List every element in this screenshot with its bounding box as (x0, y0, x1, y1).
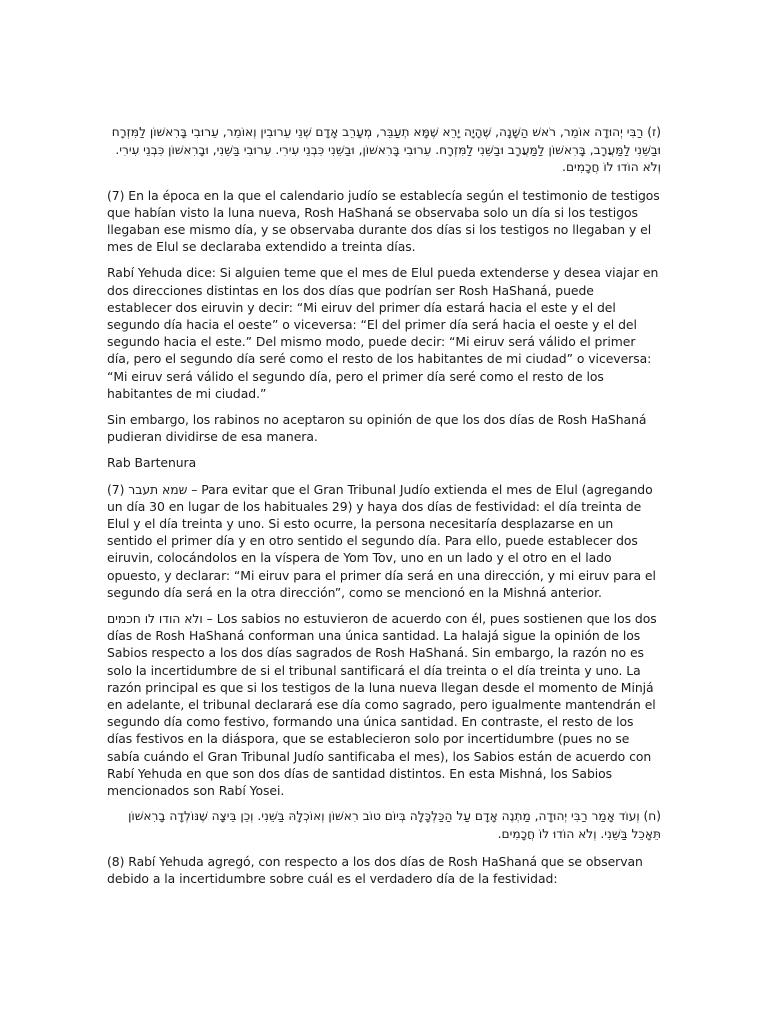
commentary-2-term: ולא הודו לו חכמים (107, 610, 203, 626)
commentary-paragraph-2 (107, 610, 661, 799)
commentary-paragraph-1 (107, 481, 661, 601)
mishna-7-translation: (7) En la época en la que el calendario judío se establecía según el testimonio de testigos que habían visto la luna nueva, Rosh HaShaná se observaba solo un día si los testigos llegaban ese mismo día, y se observaba durante dos días si los testigos no llegaban y el mes de Elul se declaraba extendido a treinta días. (107, 187, 660, 255)
commentary-1-term: שמא תעבר (128, 481, 188, 497)
document-page (107, 124, 661, 897)
commentary-1-text: – Para evitar que el Gran Tribunal Judío extienda el mes de Elul (agregando un día 30 en lugar de los habituales 29) y haya dos días de festividad: el día treinta de Elul y el día treinta y uno. Si esto ocurre, la persona necesitaría desplazarse en un sentido el primer día y en otro sentido el segundo día. Para ello, puede establecer dos eiruvin, colocándolos en la víspera de Yom Tov, uno en un lado y el otro en el lado opuesto, y declarar: “Mi eiruv para el primer día será en una dirección, y mi eiruv para el segundo día será en la otra dirección”, como se mencionó en la Mishná anterior. (107, 481, 656, 600)
rabbi-yehuda-paragraph: Rabí Yehuda dice: Si alguien teme que el mes de Elul pueda extenderse y desea viajar en dos direcciones distintas en los dos días que podrían ser Rosh HaShaná, puede establecer dos eiruvin y decir: “Mi eiruv del primer día estará hacia el este y el del segundo día hacia el oeste” o viceversa: “El del primer día será hacia el oeste y el del segundo hacia el este.” Del mismo modo, puede decir: “Mi eiruv será válido el primer día, pero el segundo día seré como el resto de los habitantes de mi ciudad” o viceversa: “Mi eiruv será válido el segundo día, pero el primer día seré como el resto de los habitantes de mi ciudad.” (107, 265, 659, 401)
mishna-7-hebrew: (ז) רַבִּי יְהוּדָה אוֹמֵר, רֹאשׁ הַשָּׁנָה, שֶׁהָיָה יָרֵא שֶׁמָּא תְעַבֵּר, מְעָרֵב אָדָם שְׁנֵי עֵרוּבִין וְאוֹמֵר, עֵרוּבִי בָּרִאשׁוֹן לַמִּזְרָח וּבַשֵּׁנִי לַמַּעֲרָב, בָּרִאשׁוֹן לַמַּעֲרָב וּבַשֵּׁנִי לַמִּזְרָח. עֵרוּבִי בָּרִאשׁוֹן, וּבַשֵּׁנִי כִּבְנֵי עִירִי. עֵרוּבִי בַּשֵּׁנִי, וּבָרִאשׁוֹן כִּבְנֵי עִירִי. וְלֹא הוֹדוּ לוֹ חֲכָמִים. (111, 125, 661, 174)
commentary-1-prefix: (7) (107, 481, 129, 497)
commentary-title: Rab Bartenura (107, 455, 197, 471)
rabbis-opinion-paragraph: Sin embargo, los rabinos no aceptaron su opinión de que los dos días de Rosh HaShaná pudieran dividirse de esa manera. (107, 411, 647, 445)
commentary-2-text: – Los sabios no estuvieron de acuerdo con él, pues sostienen que los dos días de Rosh HaShaná conforman una única santidad. La halajá sigue la opinión de los Sabios respecto a los dos días sagrados de Rosh HaShaná. Sin embargo, la razón no es solo la incertidumbre de si el tribunal santificará el día treinta o el día treinta y uno. La razón principal es que si los testigos de la luna nueva llegan desde el momento de Minjá en adelante, el tribunal declarará ese día como sagrado, pero igualmente mantendrán el segundo día como festivo, formando una única santidad. En contraste, el resto de los días festivos en la diáspora, que se establecieron solo por incertidumbre (pues no se sabía cuándo el Gran Tribunal Judío santificaba el mes), los Sabios están de acuerdo con Rabí Yehuda en que son dos días de santidad distintos. En esta Mishná, los Sabios mencionados son Rabí Yosei. (107, 610, 657, 798)
mishna-8-translation: (8) Rabí Yehuda agregó, con respecto a los dos días de Rosh HaShaná que se observan debido a la incertidumbre sobre cuál es el verdadero día de la festividad: (107, 854, 643, 887)
mishna-8-hebrew: (ח) וְעוֹד אָמַר רַבִּי יְהוּדָה, מַתְנֶה אָדָם עַל הַכַּלְכָּלָה בְּיוֹם טוֹב רִאשׁוֹן וְאוֹכְלָהּ בַּשֵּׁנִי. וְכֵן בֵּיצָה שֶׁנּוֹלְדָה בָרִאשׁוֹן תֵּאָכֵל בַּשֵּׁנִי. וְלֹא הוֹדוּ לוֹ חֲכָמִים. (128, 809, 661, 841)
